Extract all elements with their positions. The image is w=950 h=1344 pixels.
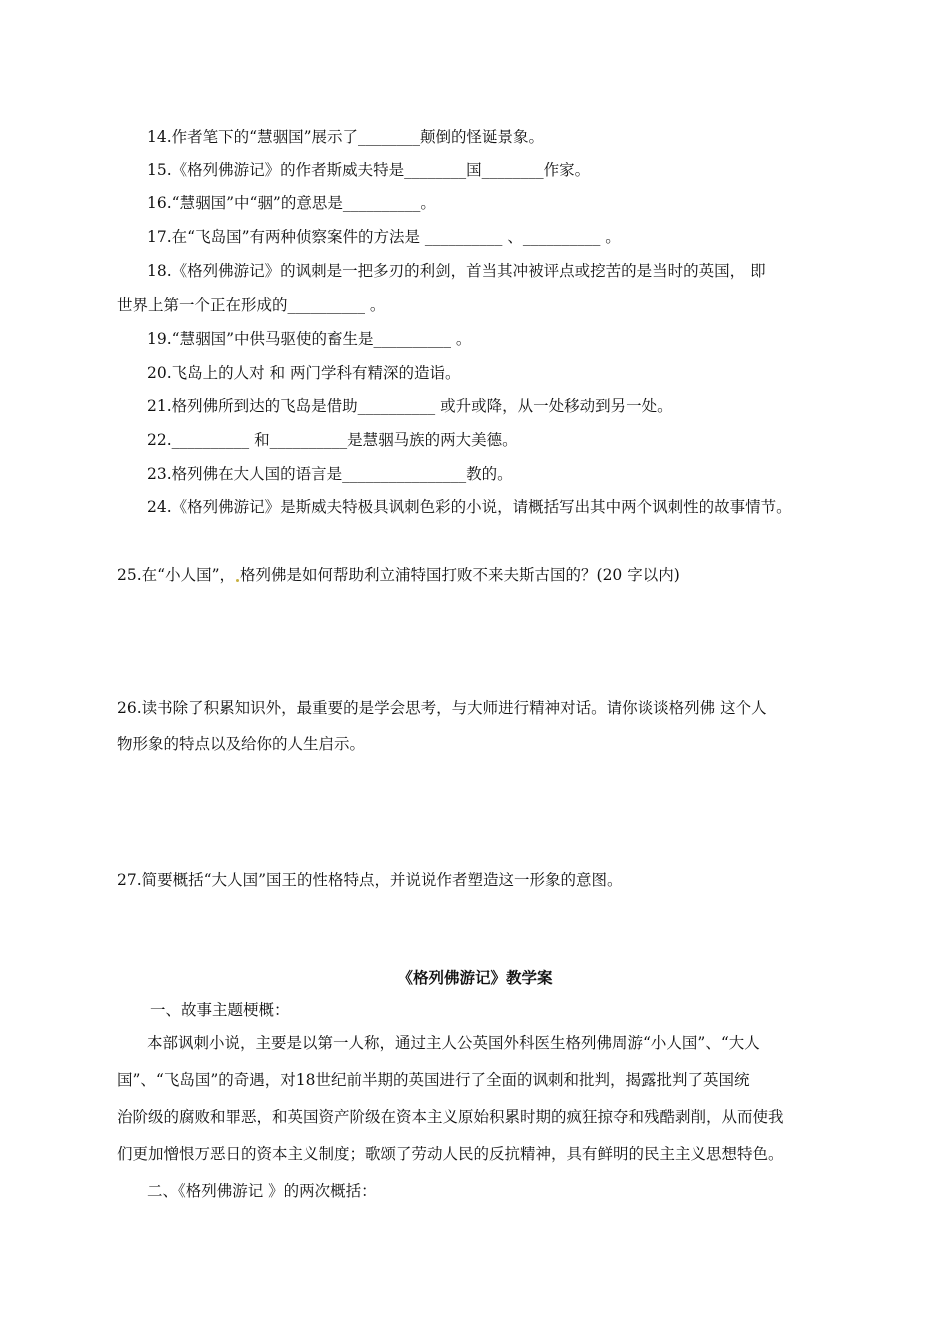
question-18-continued	[117, 295, 385, 315]
question-text: 《格列佛游记》的作者斯威夫特是________国________作家。	[171, 161, 591, 179]
question-number: 17.	[147, 228, 172, 246]
question-number: 22.	[147, 431, 172, 449]
question-text: 《格列佛游记》的讽刺是一把多刃的利剑，首当其冲被评点或挖苦的是当时的英国， 即	[171, 262, 766, 280]
question-18	[147, 261, 766, 281]
question-17	[147, 227, 621, 247]
question-number: 26.	[117, 699, 142, 717]
question-20	[147, 363, 461, 383]
question-text: 格列佛所到达的飞岛是借助__________ 或升或降，从一处移动到另一处。	[171, 397, 673, 415]
question-text: 作者笔下的“慧骃国”展示了________颠倒的怪诞景象。	[171, 128, 545, 146]
question-number: 20.	[147, 364, 172, 382]
question-number: 18.	[147, 262, 172, 280]
question-text: 在“飞岛国”有两种侦察案件的方法是 __________ 、__________ 。	[171, 228, 621, 246]
question-text-continued: 物形象的特点以及给你的人生启示。	[117, 735, 366, 753]
section-title: 《格列佛游记》教学案	[397, 968, 553, 987]
question-text: 简要概括“大人国”国王的性格特点，并说说作者塑造这一形象的意图。	[141, 871, 623, 889]
question-text: __________ 和__________是慧骃马族的两大美德。	[171, 431, 518, 449]
question-number: 15.	[147, 161, 172, 179]
question-text: 《格列佛游记》是斯威夫特极具讽刺色彩的小说，请概括写出其中两个讽刺性的故事情节。	[171, 498, 792, 516]
section-heading-1: 一、故事主题梗概：	[150, 1001, 290, 1019]
question-text: “慧骃国”中供马驱使的畜生是__________ 。	[171, 330, 472, 348]
paragraph-line-2: 国”、“飞岛国”的奇遇，对18世纪前半期的英国进行了全面的讽刺和批判，揭露批判了英国统	[117, 1071, 750, 1089]
question-number: 27.	[117, 871, 142, 889]
stray-mark	[236, 579, 239, 582]
question-number: 23.	[147, 465, 172, 483]
question-number: 16.	[147, 194, 172, 212]
question-number: 14.	[147, 128, 172, 146]
question-text: 格列佛在大人国的语言是________________教的。	[171, 465, 513, 483]
section-heading-2: 二、《格列佛游记 》的两次概括：	[147, 1182, 377, 1200]
question-number: 19.	[147, 330, 172, 348]
question-22	[147, 430, 518, 450]
paragraph-line-4: 们更加憎恨万恶日的资本主义制度；歌颂了劳动人民的反抗精神，具有鲜明的民主主义思想特色。	[117, 1145, 784, 1163]
question-26	[117, 698, 767, 718]
question-number: 24.	[147, 498, 172, 516]
question-number: 21.	[147, 397, 172, 415]
question-16	[147, 193, 436, 213]
paragraph-line-1: 本部讽刺小说，主要是以第一人称，通过主人公英国外科医生格列佛周游“小人国”、“大人	[147, 1034, 760, 1052]
question-19	[147, 329, 471, 349]
question-15	[147, 160, 590, 180]
question-25	[117, 565, 680, 585]
question-text: 在“小人国”，	[141, 566, 236, 584]
question-26-continued	[117, 734, 365, 754]
question-23	[147, 464, 513, 484]
question-14	[147, 127, 544, 147]
question-text-continued: 格列佛是如何帮助利立浦特国打败不来夫斯古国的？(20 字以内)	[240, 566, 680, 584]
question-text: 读书除了积累知识外，最重要的是学会思考，与大师进行精神对话。请你谈谈格列佛 这个人	[141, 699, 767, 717]
question-text: “慧骃国”中“骃”的意思是__________。	[171, 194, 436, 212]
question-number: 25.	[117, 566, 142, 584]
question-text-continued: 世界上第一个正在形成的__________ 。	[117, 296, 386, 314]
question-27	[117, 870, 623, 890]
question-24	[147, 497, 792, 517]
question-21	[147, 396, 673, 416]
question-text: 飞岛上的人对 和 两门学科有精深的造诣。	[171, 364, 461, 382]
paragraph-line-3: 治阶级的腐败和罪恶，和英国资产阶级在资本主义原始积累时期的疯狂掠夺和残酷剥削，从而使我	[117, 1108, 784, 1126]
